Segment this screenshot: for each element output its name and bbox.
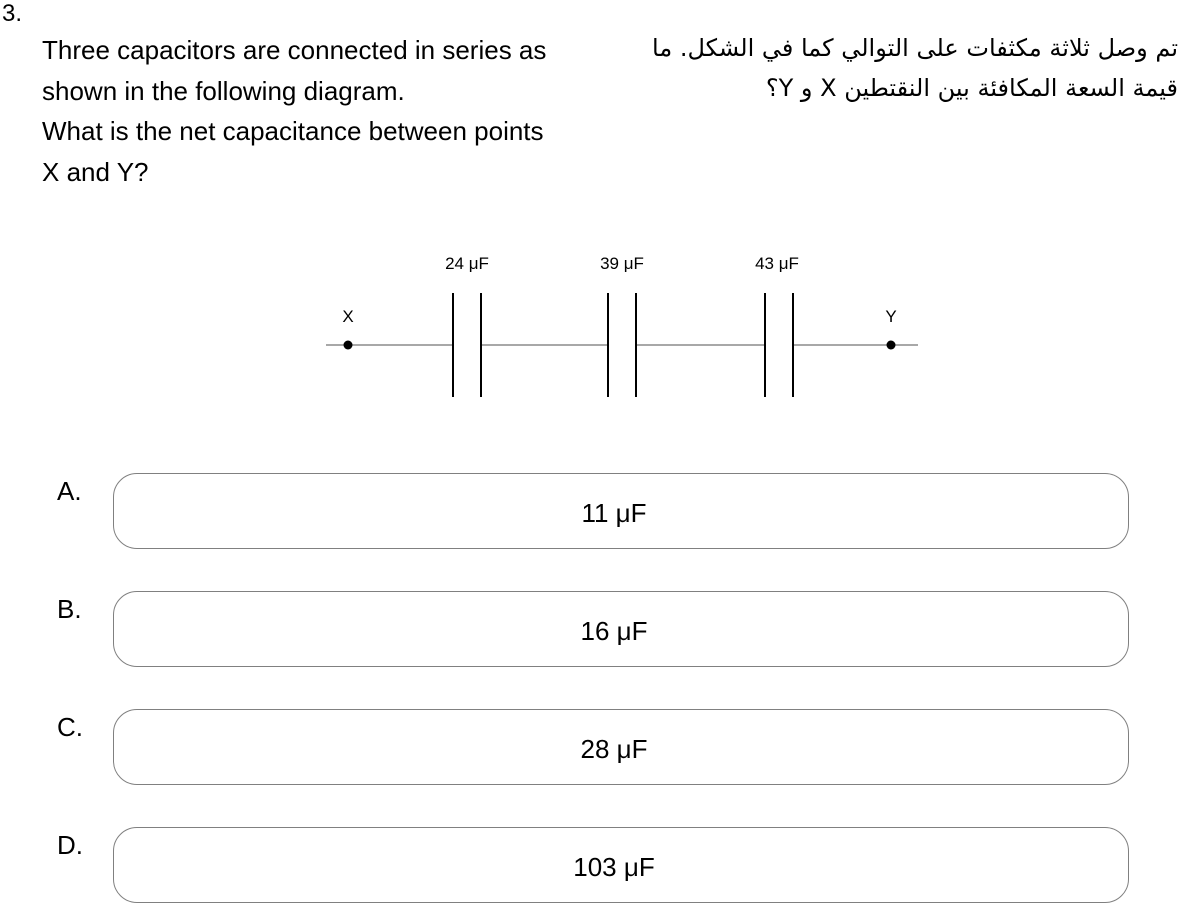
option-c-letter: C. <box>57 712 83 742</box>
option-a-letter: A. <box>57 476 82 506</box>
question-line: shown in the following diagram. <box>42 75 405 106</box>
option-a-text: 11 μF <box>581 498 647 528</box>
terminal-y-dot <box>887 341 896 350</box>
option-d-text: 103 μF <box>573 852 655 882</box>
question-text-arabic: تم وصل ثلاثة مكثفات على التوالي كما في الشكل. ما قيمة السعة المكافئة بين النقتطين X و Y؟ <box>652 34 1178 102</box>
option-d-button[interactable] <box>113 827 1129 903</box>
option-b-text: 16 μF <box>580 616 648 646</box>
option-a-button[interactable] <box>113 473 1129 549</box>
question-line: Three capacitors are connected in series as <box>42 35 547 65</box>
capacitor-3 <box>765 293 793 397</box>
terminal-y-label: Y <box>885 307 897 326</box>
terminal-x-label: X <box>342 307 354 326</box>
terminal-x-dot <box>344 341 353 350</box>
capacitor-2 <box>608 293 636 397</box>
question-line: X and Y? <box>42 156 149 187</box>
option-b-letter: B. <box>57 594 82 624</box>
circuit-diagram <box>0 0 1178 420</box>
option-d-letter: D. <box>57 830 83 860</box>
capacitor-2-label: 39 μF <box>600 254 644 273</box>
question-line: What is the net capacitance between points <box>42 116 544 146</box>
option-c-text: 28 μF <box>580 734 648 764</box>
capacitor-1-label: 24 μF <box>445 254 489 273</box>
option-b-button[interactable] <box>113 591 1129 667</box>
option-c-button[interactable] <box>113 709 1129 785</box>
question-number: 3. <box>2 0 23 27</box>
capacitor-1 <box>453 293 481 397</box>
capacitor-3-label: 43 μF <box>755 254 799 273</box>
